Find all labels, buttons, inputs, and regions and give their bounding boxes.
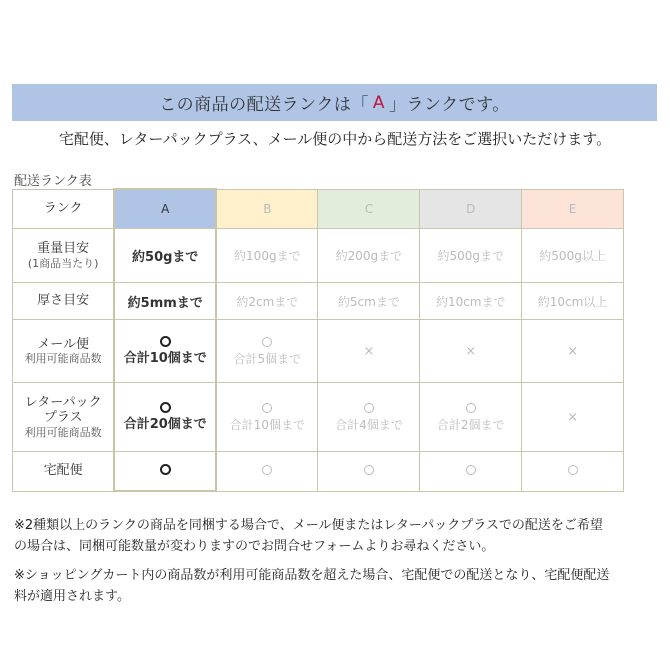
takuhai-e	[522, 452, 624, 492]
takuhai-label: 宅配便	[43, 463, 83, 479]
available-circle-icon	[115, 402, 215, 417]
mail-a-note: 合計10個まで	[123, 350, 207, 366]
weight-b: 約100gまで	[216, 229, 318, 283]
mail-a	[114, 320, 216, 383]
mail-b	[216, 320, 318, 383]
shipping-rank-banner	[12, 84, 657, 121]
weight-sublabel: (1商品当たり)	[27, 256, 99, 270]
letterpack-d-note: 合計2個まで	[436, 417, 505, 432]
letterpack-a-note: 合計20個まで	[123, 416, 207, 432]
banner-bracket-open: 「	[351, 95, 369, 115]
banner-prefix: この商品の配送ランクは	[159, 95, 352, 115]
weight-label-cell	[13, 229, 115, 283]
available-circle-icon	[318, 464, 419, 479]
takuhai-a	[114, 452, 216, 492]
table-row-weight	[13, 229, 624, 283]
shipping-rank-table	[12, 188, 624, 492]
letterpack-a	[114, 383, 216, 452]
available-circle-icon	[420, 402, 521, 417]
rank-header-c: C	[318, 189, 420, 229]
rank-header-e: E	[522, 189, 624, 229]
letterpack-label-line2: プラス	[43, 410, 83, 426]
unavailable-cross-icon: ×	[465, 343, 477, 359]
unavailable-cross-icon: ×	[567, 409, 579, 425]
thickness-a: 約5mmまで	[114, 283, 216, 320]
rank-header-b: B	[216, 189, 318, 229]
weight-e: 約500g以上	[522, 229, 624, 283]
letterpack-c	[318, 383, 420, 452]
thickness-c: 約5cmまで	[318, 283, 420, 320]
thickness-b: 約2cmまで	[216, 283, 318, 320]
table-caption: 配送ランク表	[14, 174, 92, 189]
available-circle-icon	[115, 336, 215, 351]
table-row-takuhai	[13, 452, 624, 492]
letterpack-sublabel: 利用可能商品数	[24, 426, 102, 439]
mail-e	[522, 320, 624, 383]
weight-label: 重量目安	[37, 241, 90, 257]
letterpack-label-line1: レターパック	[24, 394, 102, 410]
unavailable-cross-icon: ×	[567, 343, 579, 359]
mail-b-note: 合計5個まで	[233, 351, 302, 366]
note-cart-overflow: ※ショッピングカート内の商品数が利用可能商品数を超えた場合、宅配便での配送となり、宅配便配送料が適用されます。	[14, 568, 610, 604]
letterpack-label-cell	[13, 383, 115, 452]
thickness-e: 約10cm以上	[522, 283, 624, 320]
available-circle-icon	[115, 464, 215, 479]
table-row-letterpack	[13, 383, 624, 452]
weight-a: 約50gまで	[114, 229, 216, 283]
header-label: ランク	[43, 200, 83, 216]
weight-d: 約500gまで	[420, 229, 522, 283]
banner-bracket-close: 」	[389, 95, 407, 115]
mail-label: メール便	[37, 336, 90, 352]
mail-c	[318, 320, 420, 383]
available-circle-icon	[420, 464, 521, 479]
thickness-label-cell	[13, 283, 115, 320]
available-circle-icon	[217, 464, 317, 479]
thickness-d: 約10cmまで	[420, 283, 522, 320]
takuhai-b	[216, 452, 318, 492]
banner-rank-letter: A	[372, 92, 385, 113]
letterpack-c-note: 合計4個まで	[335, 417, 403, 432]
takuhai-label-cell	[13, 452, 115, 492]
note-bundling: ※2種類以上のランクの商品を同梱する場合で、メール便またはレターパックプラスでの配送をご希望の場合は、同梱可能数量が変わりますのでお問合せフォームよりお尋ねください。	[14, 518, 603, 554]
banner-suffix: ランクです。	[406, 95, 510, 115]
rank-header-a: A	[114, 189, 216, 229]
letterpack-d	[420, 383, 522, 452]
table-row-mail	[13, 320, 624, 383]
unavailable-cross-icon: ×	[363, 343, 375, 359]
letterpack-b-note: 合計10個まで	[229, 417, 305, 432]
mail-d	[420, 320, 522, 383]
takuhai-d	[420, 452, 522, 492]
letterpack-b	[216, 383, 318, 452]
available-circle-icon	[522, 464, 623, 479]
mail-label-cell	[13, 320, 115, 383]
thickness-label: 厚さ目安	[37, 293, 90, 309]
table-header-row	[13, 189, 624, 229]
header-label-cell	[13, 189, 115, 229]
available-circle-icon	[217, 336, 317, 351]
weight-c: 約200gまで	[318, 229, 420, 283]
rank-header-d: D	[420, 189, 522, 229]
mail-sublabel: 利用可能商品数	[24, 352, 102, 366]
available-circle-icon	[217, 402, 317, 417]
letterpack-e	[522, 383, 624, 452]
takuhai-c	[318, 452, 420, 492]
table-row-thickness	[13, 283, 624, 320]
available-circle-icon	[318, 402, 419, 417]
shipping-methods-subtitle: 宅配便、レターパックプラス、メール便の中から配送方法をご選択いただけます。	[58, 130, 612, 148]
